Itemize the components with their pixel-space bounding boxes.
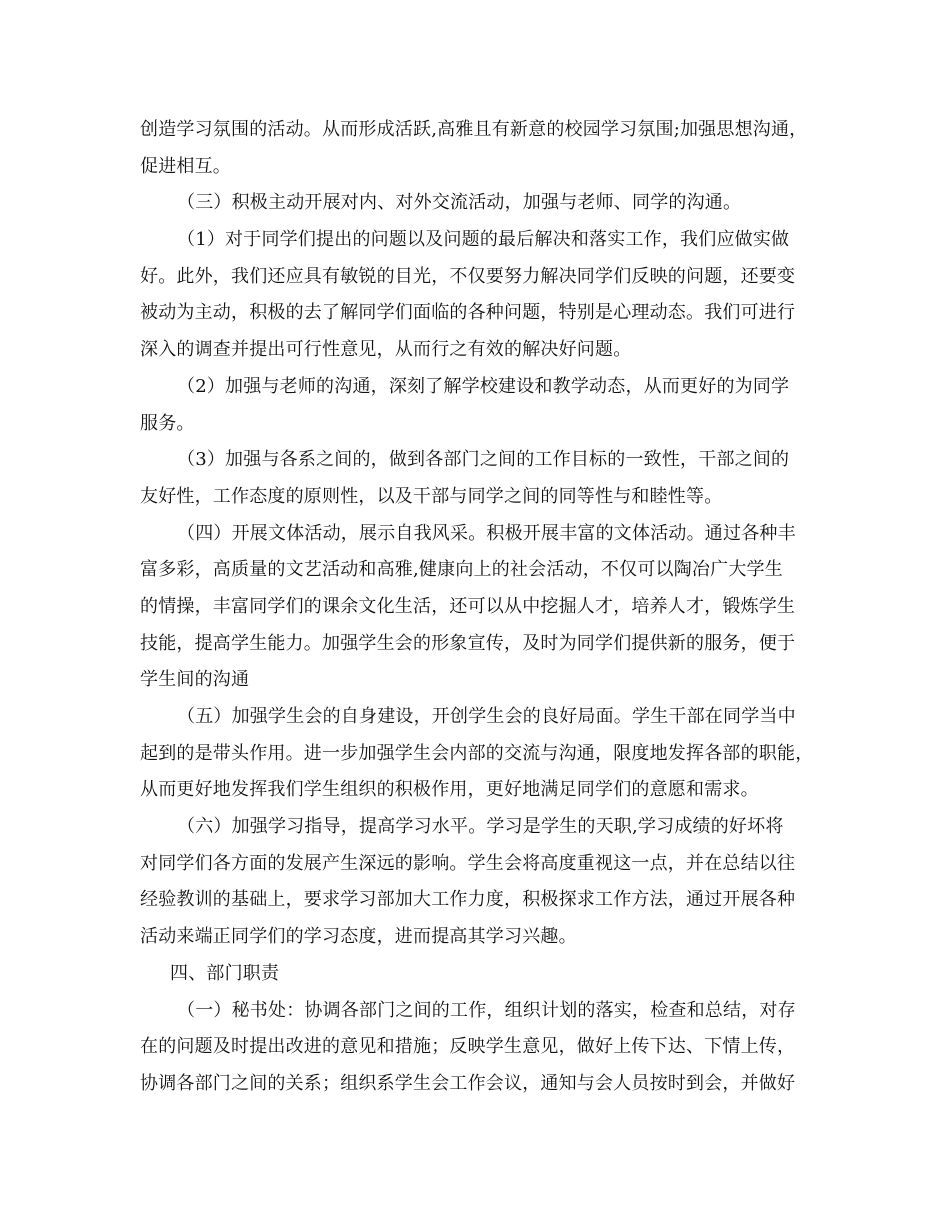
text-line: （2）加强与老师的沟通，深刻了解学校建设和教学动态，从而更好的为同学 [177, 375, 790, 397]
text-line: 促进相互。 [140, 155, 231, 177]
text-line: 富多彩，高质量的文艺活动和高雅,健康向上的社会活动，不仅可以陶冶广大学生 [140, 559, 783, 581]
text-line: 好。此外，我们还应具有敏锐的目光，不仅要努力解决同学们反映的问题，还要变 [140, 265, 796, 287]
text-line: 学生间的沟通 [140, 669, 250, 691]
text-line: 创造学习氛围的活动。从而形成活跃,高雅且有新意的校园学习氛围;加强思想沟通， [140, 119, 808, 140]
text-line: （1）对于同学们提出的问题以及问题的最后解决和落实工作，我们应做实做 [177, 229, 790, 251]
text-line: 从而更好地发挥我们学生组织的积极作用，更好地满足同学们的意愿和需求。 [140, 779, 759, 801]
text-line: 服务。 [140, 412, 195, 434]
text-line: 起到的是带头作用。进一步加强学生会内部的交流与沟通，限度地发挥各部的职能， [140, 742, 814, 764]
text-line: 深入的调查并提出可行性意见，从而行之有效的解决好问题。 [140, 339, 632, 361]
section-heading: 四、部门职责 [170, 962, 280, 984]
text-line: 经验教训的基础上，要求学习部加大工作力度，积极探求工作方法，通过开展各种 [140, 889, 796, 911]
section-heading: （五）加强学生会的自身建设，开创学生会的良好局面。学生干部在同学当中 [177, 706, 796, 727]
text-line: 在的问题及时提出改进的意见和措施；反映学生意见，做好上传下达、下情上传， [140, 1036, 796, 1058]
text-line: 被动为主动，积极的去了解同学们面临的各种问题，特别是心理动态。我们可进行 [140, 302, 796, 324]
text-line: （3）加强与各系之间的，做到各部门之间的工作目标的一致性，干部之间的 [177, 449, 790, 471]
text-line: 活动来端正同学们的学习态度，进而提高其学习兴趣。 [140, 926, 577, 948]
section-heading: （四）开展文体活动，展示自我风采。积极开展丰富的文体活动。通过各种丰 [177, 522, 796, 544]
text-line: 友好性，工作态度的原则性，以及干部与同学之间的同等性与和睦性等。 [140, 485, 723, 507]
section-heading: （三）积极主动开展对内、对外交流活动，加强与老师、同学的沟通。 [177, 192, 742, 214]
section-heading: （六）加强学习指导，提高学习水平。学习是学生的天职,学习成绩的好坏将 [177, 816, 784, 838]
text-line: 的情操，丰富同学们的课余文化生活，还可以从中挖掘人才，培养人才，锻炼学生 [140, 595, 796, 617]
section-heading: （一）秘书处：协调各部门之间的工作，组织计划的落实，检查和总结，对存 [177, 999, 796, 1021]
text-line: 协调各部门之间的关系；组织系学生会工作会议，通知与会人员按时到会，并做好 [140, 1072, 796, 1094]
document-body [140, 112, 826, 1103]
text-line: 对同学们各方面的发展产生深远的影响。学生会将高度重视这一点，并在总结以往 [140, 852, 796, 874]
text-line: 技能，提高学生能力。加强学生会的形象宣传，及时为同学们提供新的服务，便于 [140, 632, 796, 654]
